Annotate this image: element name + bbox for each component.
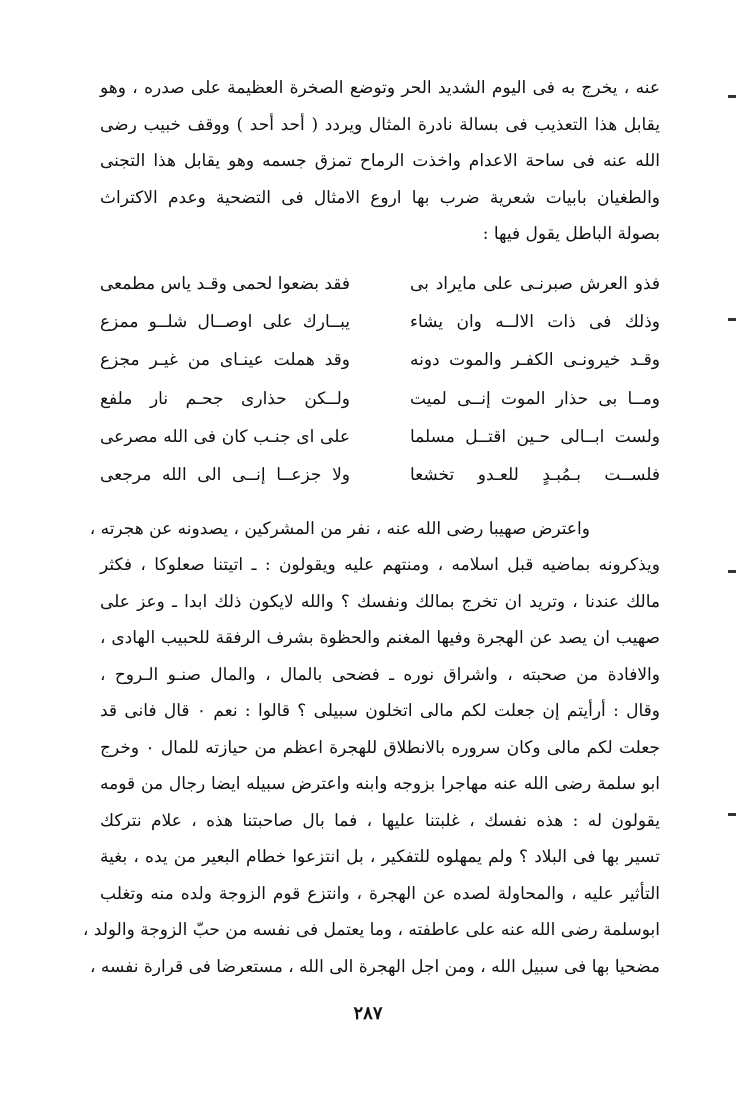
verse-first-hemistich: فذو العرش صبرنـى على مايراد بى [410,273,660,294]
text-line: الله عنه فى ساحة الاعدام واخذت الرماح تمزق جسمه وهو يقابل هذا التجنى [100,151,660,171]
margin-mark [728,95,736,98]
text-line: ابوسلمة رضى الله عنه على عاطفته ، وما يعتمل فى نفسه من حبّ الزوجة والولد ، [82,920,660,941]
verse-first-hemistich: فلســت بـمُبـدٍ للعـدو تخشعا [410,465,660,486]
paragraph-1 [100,70,660,253]
text-line: والافادة من صحبته ، واشراق نوره ـ فضحى بالمال ، والمال صنـو الـروح ، [100,664,660,685]
poem-verse [100,265,660,303]
verse-second-hemistich: ولا جزعــا إنــى الى الله مرجعى [100,465,350,486]
text-line: ابو سلمة رضى الله عنه مهاجرا بزوجه وابنه واعترض سبيله ايضا رجال من قومه [100,774,660,795]
verse-first-hemistich: ولست ابــالى حـين اقتــل مسلما [410,427,660,448]
poem-verse [100,303,660,341]
poem-verse [100,380,660,418]
verse-first-hemistich: وقـد خيرونـى الكفـر والموت دونه [410,350,660,371]
text-line: التأثير عليه ، والمحاولة لصده عن الهجرة ، وانتزع قوم الزوجة ولده منه وتغلب [100,883,660,904]
text-line: يقابل هذا التعذيب فى بسالة نادرة المثال ويردد ( أحد أحد ) ووقف خبيب رضى [100,114,660,135]
text-line: تسير بها فى البلاد ؟ ولم يمهلوه للتفكير ، بل انتزعوا خطام البعير من يده ، بغية [100,847,660,868]
verse-second-hemistich: وقد هملت عينـاى من غيـر مجزع [100,350,350,371]
text-line: مضحيا بها فى سبيل الله ، ومن اجل الهجرة الى الله ، مستعرضا فى قرارة نفسه ، [89,956,660,977]
text-line: صهيب ان يصد عن الهجرة وفيها المغنم والحظوة بشرف الرفقة للحبيب الهادى ، [100,628,660,649]
verse-second-hemistich: على اى جنـب كان فى الله مصرعى [100,427,350,448]
page-number: ٢٨٧ [353,1003,383,1024]
verse-first-hemistich: وذلك فى ذات الالــه وان يشاء [410,311,660,332]
verse-first-hemistich: ومــا بى حذار الموت إنــى لميت [410,388,660,409]
page-body [82,70,661,985]
text-line: عنه ، يخرج به فى اليوم الشديد الحر وتوضع الصخرة العظيمة على صدره ، وهو [100,78,660,98]
poem [100,265,660,495]
margin-mark [728,813,736,816]
verse-second-hemistich: يبــارك على اوصــال شلــو ممزع [100,311,350,332]
text-line: جعلت لكم مالى وكان سروره بالانطلاق للهجرة اعظم من حيازته للمال ٠ وخرج [100,737,660,758]
text-line: وقال : أرأيتم إن جعلت لكم مالى اتخلون سبيلى ؟ قالوا : نعم ٠ قال فانى قد [100,701,660,722]
text-line: واعترض صهيبا رضى الله عنه ، نفر من المشركين ، يصدونه عن هجرته ، [89,518,590,539]
text-line: مالك عندنا ، وتريد ان تخرج بمالك ونفسك ؟ والله لايكون ذلك ابدا ـ وعز على [100,591,660,612]
verse-second-hemistich: فقد بضعوا لحمى وقـد ياس مطمعى [99,273,350,294]
text-line: يقولون له : هذه نفسك ، غلبتنا عليها ، فما بال صاحبتنا هذه ، علام نتركك [100,810,660,831]
verse-second-hemistich: ولــكن حذارى جحـم نار ملفع [100,388,350,409]
poem-verse [100,418,660,456]
margin-mark [728,318,736,321]
paragraph-2 [82,511,660,986]
poem-verse [100,456,660,494]
margin-mark [728,570,736,573]
poem-verse [100,341,660,379]
text-line: والطغيان بابيات شعرية ضرب بها اروع الامثال فى التضحية وعدم الاكتراث [100,187,661,208]
text-line: ويذكرونه بماضيه قبل اسلامه ، ومنتهم عليه ويقولون : ـ اتيتنا صعلوكا ، فكثر [100,555,660,576]
text-line: بصولة الباطل يقول فيها : [482,224,660,244]
